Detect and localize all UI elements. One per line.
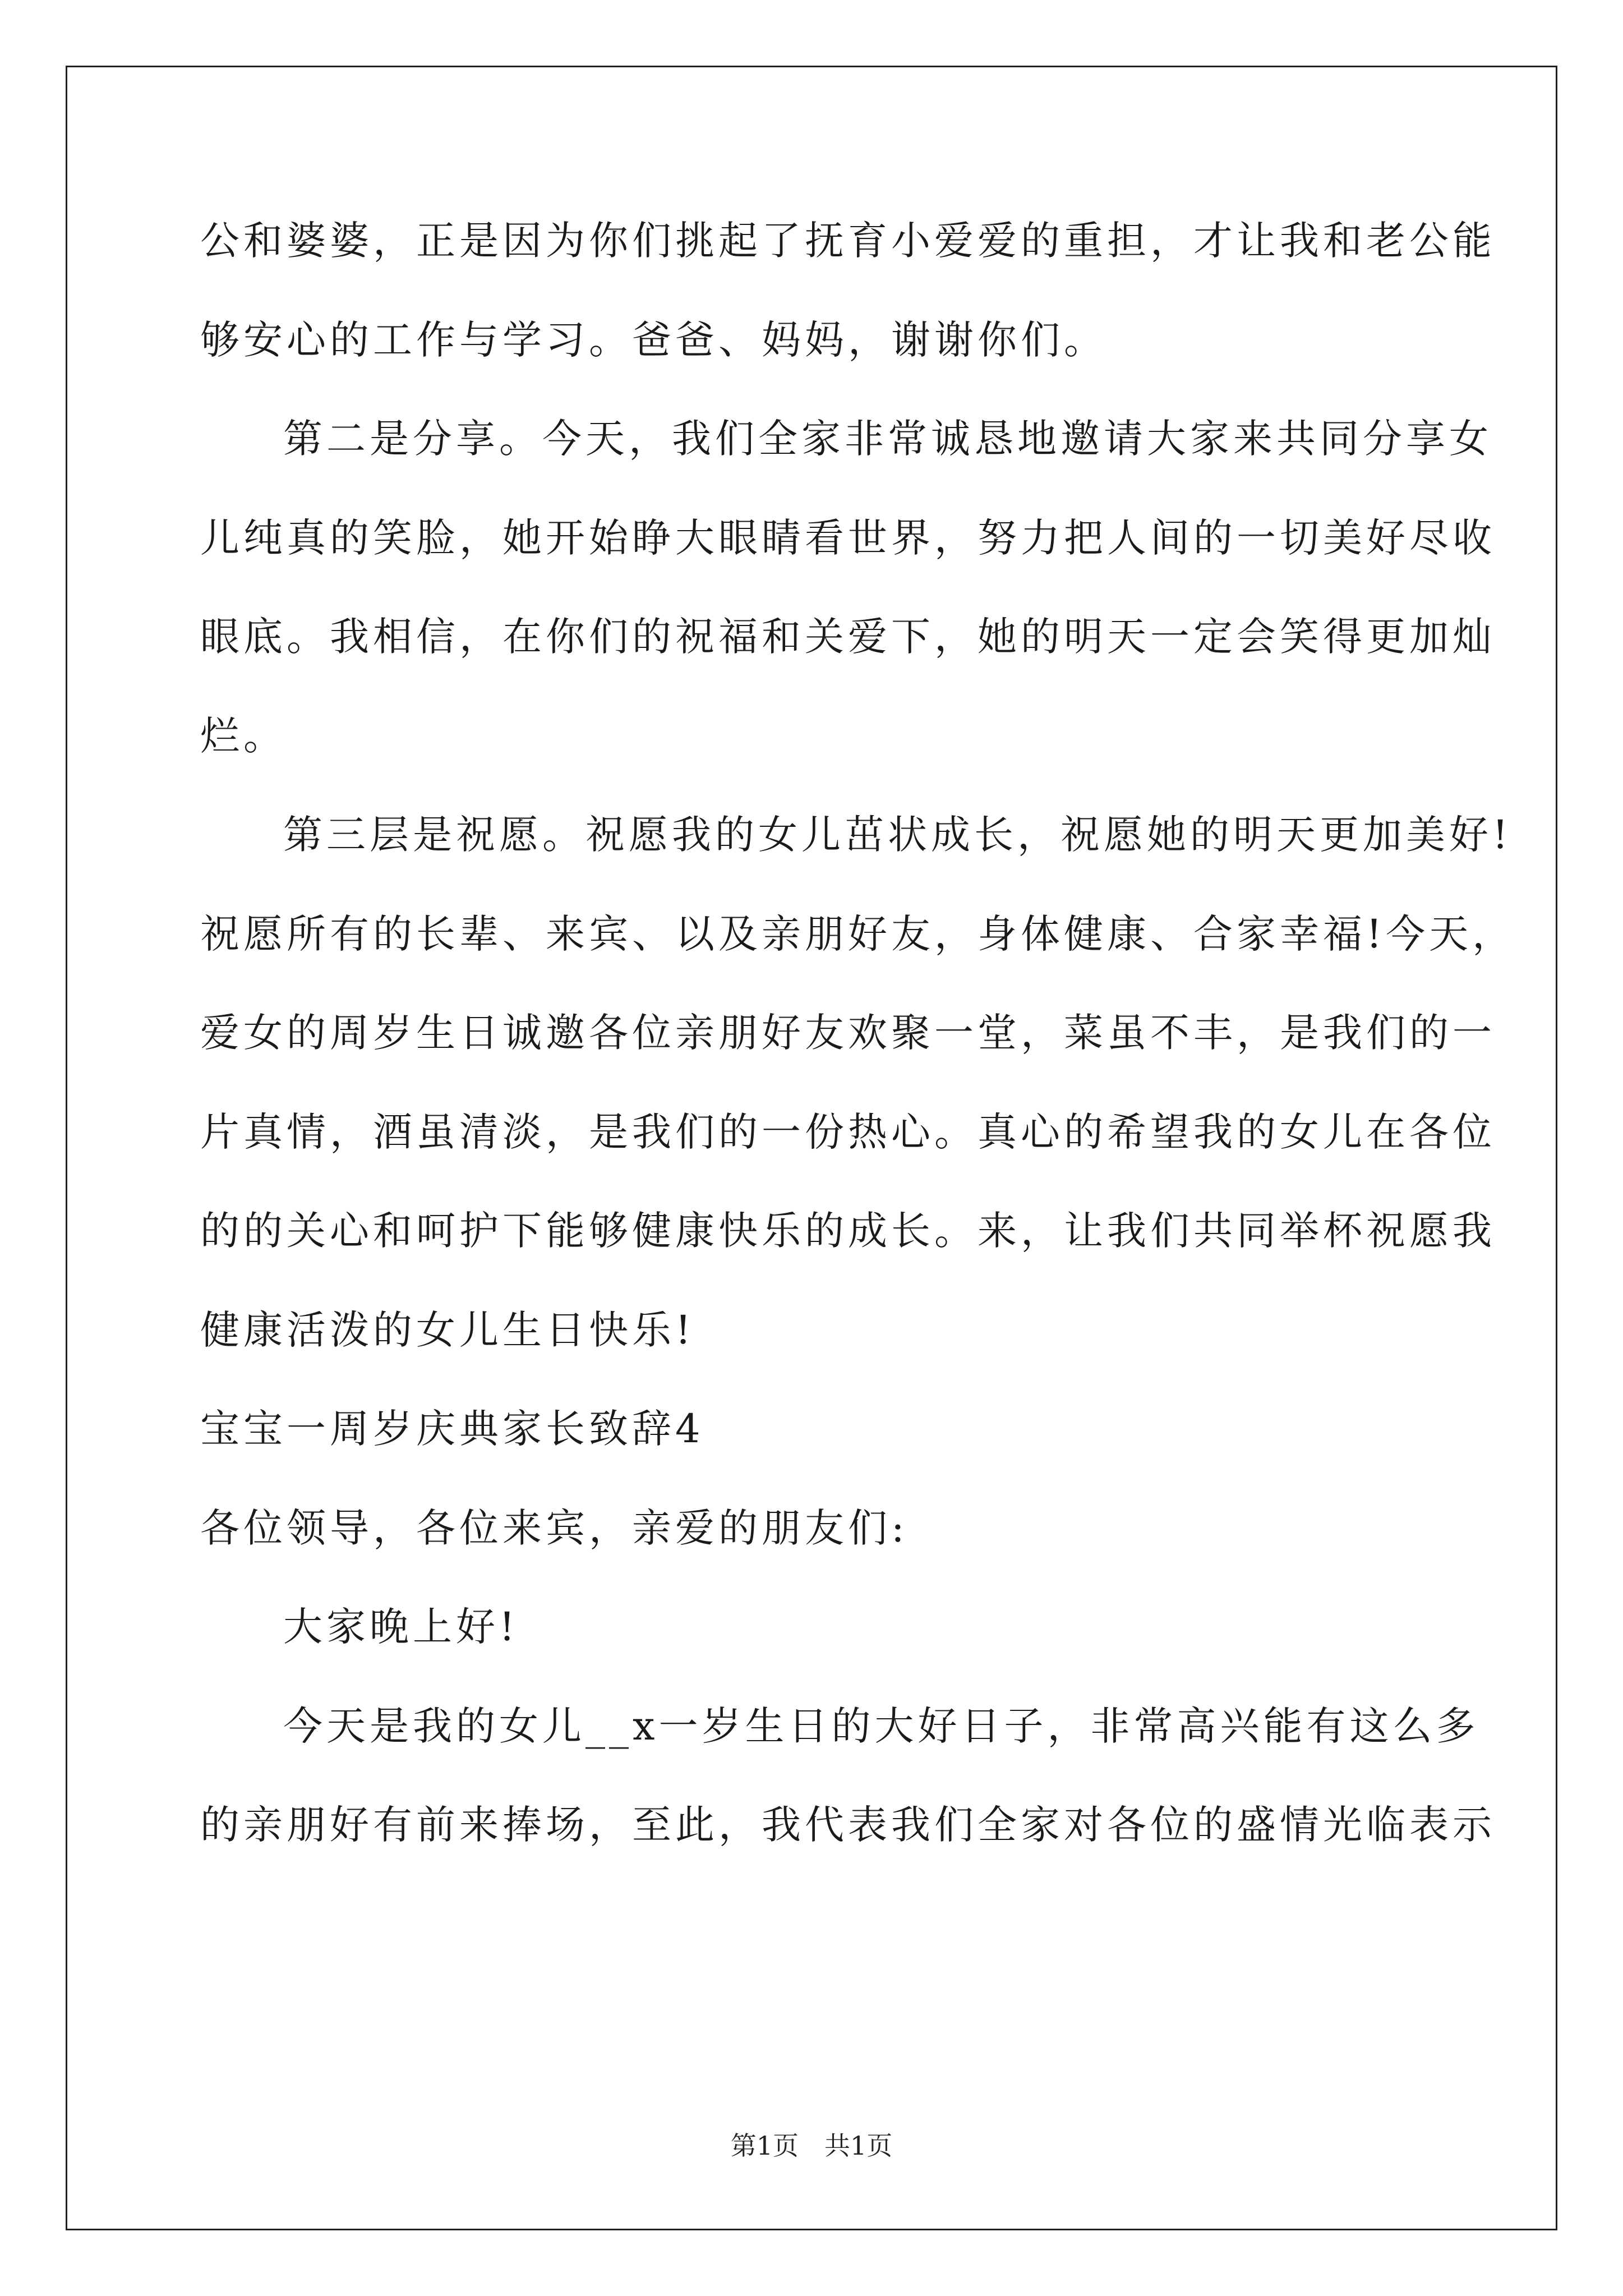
- text-line: 健康活泼的女儿生日快乐!: [200, 1307, 695, 1353]
- page-footer: 第1页 共1页: [730, 2131, 893, 2161]
- text-line: 的的关心和呵护下能够健康快乐的成长。来，让我们共同举杯祝愿我: [200, 1208, 1496, 1254]
- text-line: 公和婆婆，正是因为你们挑起了抚育小爱爱的重担，才让我和老公能: [200, 218, 1496, 264]
- text-line: 爱女的周岁生日诚邀各位亲朋好友欢聚一堂，菜虽不丰，是我们的一: [200, 1010, 1496, 1056]
- text-line: 儿纯真的笑脸，她开始睁大眼睛看世界，努力把人间的一切美好尽收: [200, 515, 1496, 561]
- text-line: 的亲朋好有前来捧场，至此，我代表我们全家对各位的盛情光临表示: [200, 1802, 1496, 1848]
- text-line: 烂。: [200, 713, 287, 759]
- salutation: 各位领导，各位来宾，亲爱的朋友们:: [200, 1505, 909, 1551]
- text-line: 够安心的工作与学习。爸爸、妈妈，谢谢你们。: [200, 317, 1107, 363]
- text-line: 眼底。我相信，在你们的祝福和关爱下，她的明天一定会笑得更加灿: [200, 614, 1496, 660]
- text-line: 祝愿所有的长辈、来宾、以及亲朋好友，身体健康、合家幸福!今天，: [200, 911, 1516, 957]
- paragraph-start: 第二是分享。今天，我们全家非常诚恳地邀请大家来共同分享女: [283, 416, 1492, 462]
- text-line: 片真情，酒虽清淡，是我们的一份热心。真心的希望我的女儿在各位: [200, 1109, 1496, 1155]
- paragraph-start: 第三层是祝愿。祝愿我的女儿茁状成长，祝愿她的明天更加美好!: [283, 812, 1513, 858]
- paragraph-start: 今天是我的女儿__x一岁生日的大好日子，非常高兴能有这么多: [283, 1703, 1479, 1749]
- section-heading: 宝宝一周岁庆典家长致辞4: [200, 1406, 704, 1452]
- greeting: 大家晚上好!: [283, 1604, 519, 1650]
